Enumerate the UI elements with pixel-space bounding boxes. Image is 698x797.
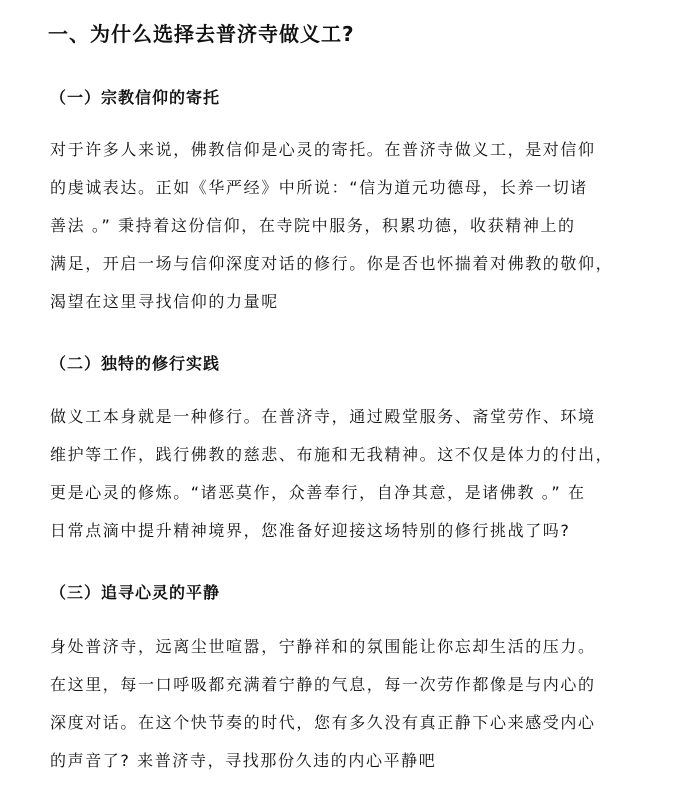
section-heading-3: （三）追寻心灵的平静: [50, 583, 221, 602]
paragraph-line: 善法 。” 秉持着这份信仰，在寺院中服务，积累功德，收获精神上的: [50, 216, 576, 235]
paragraph-line: 的声音了? 来普济寺，寻找那份久违的内心平静吧: [50, 751, 437, 770]
section-heading-2: （二）独特的修行实践: [50, 354, 221, 373]
paragraph-line: 满足，开启一场与信仰深度对话的修行。你是否也怀揣着对佛教的敬仰，: [50, 254, 614, 273]
paragraph-line: 维护等工作，践行佛教的慈悲、布施和无我精神。这不仅是体力的付出，: [50, 445, 614, 464]
section-paragraph-3: [50, 628, 650, 780]
section-heading-1: （一）宗教信仰的寄托: [50, 88, 221, 107]
paragraph-line: 在这里，每一口呼吸都充满着宁静的气息，每一次劳作都像是与内心的: [50, 675, 596, 694]
section-paragraph-2: [50, 398, 650, 550]
section-paragraph-1: [50, 131, 650, 321]
paragraph-line: 深度对话。在这个快节奏的时代，您有多久没有真正静下心来感受内心: [50, 713, 596, 732]
paragraph-line: 渴望在这里寻找信仰的力量呢: [50, 292, 279, 311]
paragraph-line: 日常点滴中提升精神境界，您准备好迎接这场特别的修行挑战了吗?: [50, 521, 571, 540]
paragraph-line: 的虔诚表达。正如《华严经》中所说：“信为道元功德母，长养一切诸: [50, 178, 588, 197]
paragraph-line: 对于许多人来说，佛教信仰是心灵的寄托。在普济寺做义工，是对信仰: [50, 140, 596, 159]
article-title: 一、为什么选择去普济寺做义工?: [48, 22, 355, 46]
paragraph-line: 更是心灵的修炼。“诸恶莫作，众善奉行，自净其意，是诸佛教 。” 在: [50, 483, 586, 502]
paragraph-line: 做义工本身就是一种修行。在普济寺，通过殿堂服务、斋堂劳作、环境: [50, 407, 596, 426]
paragraph-line: 身处普济寺，远离尘世喧嚣，宁静祥和的氛围能让你忘却生活的压力。: [50, 637, 596, 656]
